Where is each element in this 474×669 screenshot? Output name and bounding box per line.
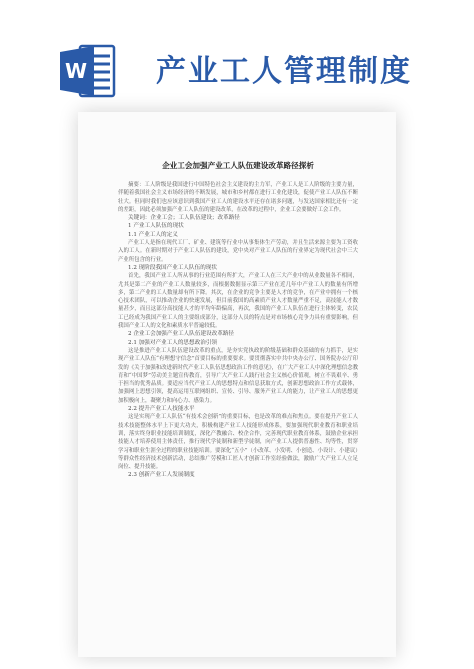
section-heading-2-1: 2.1 加强对产业工人的思想政治引领 (128, 339, 217, 346)
header-banner (0, 0, 474, 118)
section-heading-2-3: 2.3 创新产业工人发展制度 (128, 472, 195, 479)
skills-paragraph: 这是实现产业工人队伍“有技术会创新”的重要目标，也是改革的难点和焦点。要在提升产业工人技术技能整体水平上下更大功夫，积极构建产业工人技能形成体系，要加强现代职业教育和职业培训，落实终身职业技能培训制度，深化产教融合、校企合作，完善现代职业教育体系，鼓励企业承担技能人才培养使用主体责任，推行现代学徒制和新型学徒制，向产业工人提供普惠性、均等性，贯穿学习和职业生涯全过程的职业技能培训。要深化“五小”（小改革、小发明、小创造、小设计、小建议）等群众性经济技术创新活动，总结推广劳模和工匠人才创新工作室经验做法，激励广大产业工人立足岗位、提升技能。 (118, 414, 358, 471)
page-title: 产业工人管理制度 (156, 54, 412, 89)
document-title: 企业工会加强产业工人队伍建设改革路径探析 (162, 161, 314, 170)
section-heading-1: 1 产业工人队伍的现状 (128, 223, 184, 230)
document-body (118, 150, 358, 480)
section-heading-2-2: 2.2 提升产业工人技能水平 (128, 406, 195, 413)
section-heading-2: 2 企业工会加强产业工人队伍建设改革路径 (128, 331, 235, 338)
abstract-paragraph: 摘要：工人阶级是我国进行中国特色社会主义建设的主力军，产业工人是工人阶级的主要力量，伴随着我国社会主义市场经济的不断发展，城市和乡村都在进行工业化建设，促使产业工人队伍不断壮大。但同时我们也应该意识到我国产业工人的建设水平还存在诸多问题，与发达国家相比还有一定的差距，因此必须加强产业工人队伍的建设改革，在改革的过程中，企业工会要做好工会工作。 (118, 182, 358, 213)
word-document-icon (60, 42, 116, 100)
svg-text:W: W (64, 59, 88, 83)
ideology-paragraph: 这是推进产业工人队伍建设改革的重点，是夯实党执政的阶级基础和群众基础的有力抓手，是实现产业工人队伍“有理想守信念”首要目标的重要要求。要贯彻落实中共中央办公厅、国务院办公厅印发的《关于加强和改进新时代产业工人队伍思想政治工作的意见》，在广大产业工人中深化理想信念教育和“中国梦”劳动美主题宣传教育，引导广大产业工人践行社会主义核心价值观，树立不畏艰辛、勇于担当的优秀品质。要适应当代产业工人的思想特点和信息获取方式，创新思想政治工作方式载体，加强网上思想引领，提高运用互联网组织、宣传、引导、服务产业工人的能力，让产业工人的思想更加积极向上，凝聚力和向心力、感染力。 (118, 347, 358, 404)
section-heading-1-2: 1.2 现阶段我国产业工人队伍的现状 (128, 264, 217, 271)
section-heading-1-1: 1.1 产业工人的定义 (128, 231, 178, 238)
document-page (78, 112, 396, 657)
status-paragraph: 首先，我国产业工人所从事的行业范围有所扩大，产业工人在三大产业中的从业数量各不相同，尤其是第二产业的产业工人数量较多，而根据数据显示第三产业在近几年中产业工人的数量有所增多，第二产业的工人数量却有所下降。其次，在企业的竞争主要是人才的竞争，在产业中拥有一个核心技术团队，可以推动企业的快速发展，但目前我国的高素质产业人才数量严重不足，高技能人才数量甚少，而且这部分高技能人才的平均年龄偏高，再次，我国的产业工人队伍在进行主体转变，农民工已经成为我国产业工人的主要组成部分，这部分人员的特点是对市场核心竞争力具有重要影响，但我国产业工人的文化和素质水平普遍较低。 (118, 273, 358, 330)
definition-paragraph: 产业工人是指在现代工厂、矿业、建筑等行业中从事集体生产劳动，并且生活来源主要为工资收入的工人。在新时期对于产业工人队伍的建设，党中央对产业工人队伍的行业界定为现代社会中三大产业所包含的行业。 (118, 240, 358, 263)
keywords-line: 关键词：企业工会；工人队伍建设；改革路径 (128, 215, 240, 222)
